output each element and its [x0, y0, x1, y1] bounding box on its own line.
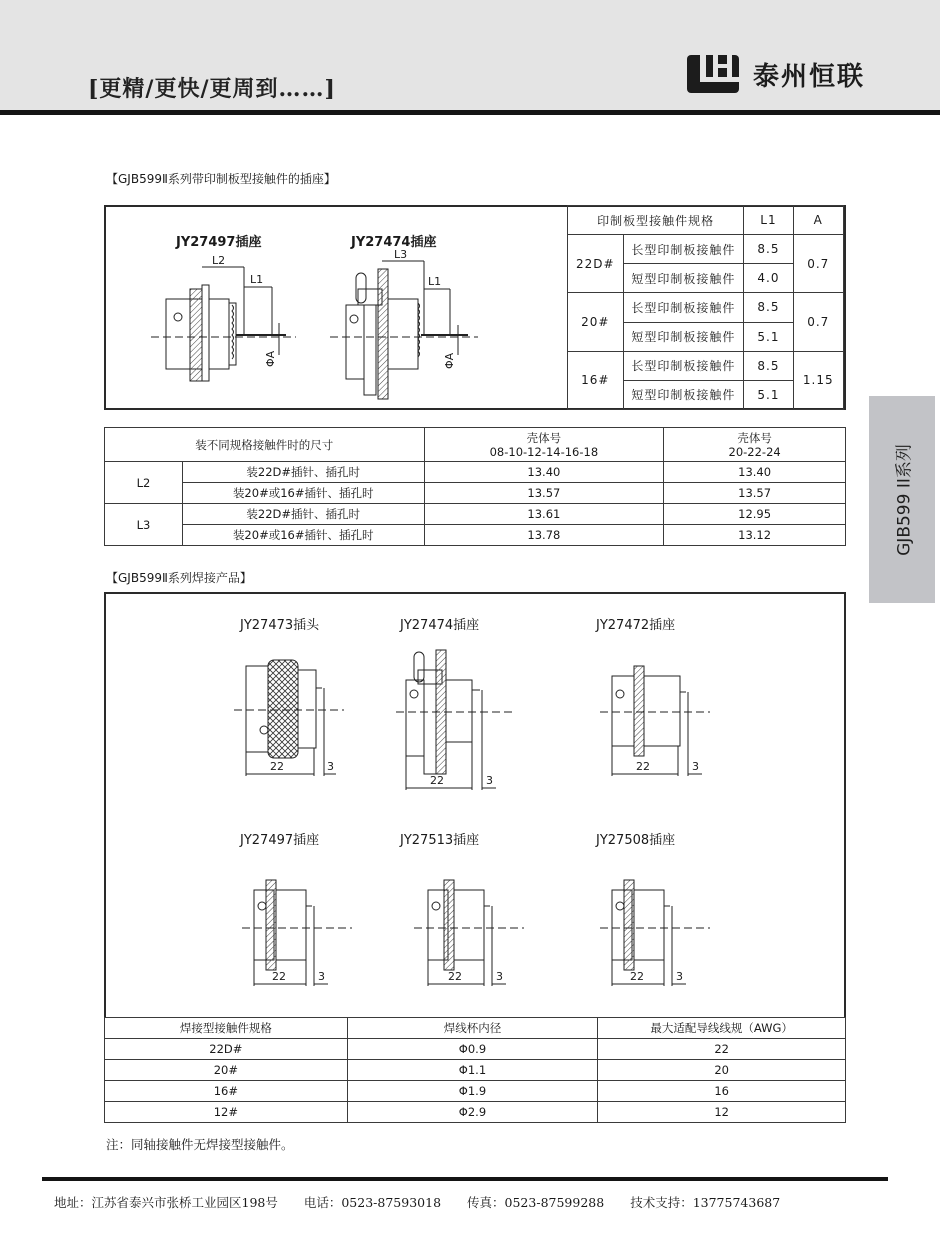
header-cell [664, 428, 846, 462]
dim-label-phi-a: ΦA [443, 352, 456, 369]
pcb-receptacle-panel [104, 205, 846, 410]
dim-label-phi-a: ΦA [264, 350, 277, 367]
size-cell: 22D# [568, 235, 624, 293]
l1-cell: 4.0 [744, 264, 793, 293]
l1-cell: 5.1 [744, 322, 793, 351]
value-cell: 13.57 [664, 483, 846, 504]
jy27508-weld-drawing [600, 876, 710, 996]
series-side-tab [869, 396, 935, 603]
table-row [568, 293, 844, 322]
type-cell: 长型印制板接触件 [623, 351, 744, 380]
dim-label: 22 [448, 970, 462, 983]
table-row [105, 1081, 846, 1102]
group-cell: L3 [105, 504, 183, 546]
table-row [568, 351, 844, 380]
jy27473-weld-drawing [234, 658, 344, 788]
table-row [105, 1039, 846, 1060]
header-cell: 焊线杯内径 [347, 1018, 598, 1039]
cell: 22D# [105, 1039, 348, 1060]
cell: Φ2.9 [347, 1102, 598, 1123]
type-cell: 短型印制板接触件 [623, 380, 744, 409]
type-cell: 短型印制板接触件 [623, 322, 744, 351]
weld-products-panel [104, 592, 846, 1018]
cond-cell: 装20#或16#插针、插孔时 [182, 525, 424, 546]
header-cell: 焊接型接触件规格 [105, 1018, 348, 1039]
brand-logo [687, 55, 865, 93]
size-cell: 16# [568, 351, 624, 409]
drawing-label: JY27473插头 [240, 618, 320, 633]
footer-divider [42, 1177, 888, 1181]
header-cell: A [793, 206, 843, 235]
header-divider [0, 110, 940, 115]
l1-cell: 8.5 [744, 351, 793, 380]
cell: 12# [105, 1102, 348, 1123]
drawing-label: JY27513插座 [400, 833, 480, 848]
drawing-label: JY27472插座 [596, 618, 676, 633]
lh-logo-icon [687, 55, 739, 93]
drawing-label: JY27474插座 [351, 235, 437, 250]
dim-label: 3 [327, 760, 334, 773]
cell: 16# [105, 1081, 348, 1102]
drawing-label: JY27508插座 [596, 833, 676, 848]
header-cell [424, 428, 664, 462]
dim-label: 22 [270, 760, 284, 773]
drawing-label: JY27497插座 [240, 833, 320, 848]
footer-fax: 传真：0523-87599288 [467, 1195, 605, 1210]
type-cell: 长型印制板接触件 [623, 235, 744, 264]
type-cell: 短型印制板接触件 [623, 264, 744, 293]
jy27472-weld-drawing [600, 658, 710, 788]
header-cell: 印制板型接触件规格 [568, 206, 744, 235]
a-cell: 0.7 [793, 293, 843, 351]
section1-title: 【GJB599Ⅱ系列带印制板型接触件的插座】 [106, 172, 336, 186]
cond-cell: 装22D#插针、插孔时 [182, 504, 424, 525]
value-cell: 13.40 [424, 462, 664, 483]
cell: Φ1.9 [347, 1081, 598, 1102]
l1-cell: 5.1 [744, 380, 793, 409]
table-row [105, 504, 846, 525]
table-header-row [568, 206, 844, 235]
cell: Φ0.9 [347, 1039, 598, 1060]
brand-name: 泰州恒联 [753, 61, 866, 92]
weld-contact-table [104, 1017, 846, 1123]
table-row [105, 525, 846, 546]
dim-label-l3: L3 [394, 248, 408, 261]
header-line: 壳体号 [737, 430, 772, 445]
section2-title: 【GJB599Ⅱ系列焊接产品】 [106, 571, 252, 585]
pcb-contact-spec-table [567, 205, 844, 410]
header-line: 08-10-12-14-16-18 [489, 444, 599, 459]
value-cell: 13.40 [664, 462, 846, 483]
dim-label: 3 [692, 760, 699, 773]
header-line: 壳体号 [526, 430, 562, 445]
value-cell: 13.12 [664, 525, 846, 546]
header-cell: L1 [744, 206, 793, 235]
group-cell: L2 [105, 462, 183, 504]
table-row [105, 462, 846, 483]
side-tab-label: GJB599 II系列 [894, 443, 915, 556]
table-row [105, 483, 846, 504]
dim-label: 22 [272, 970, 286, 983]
header-line: 20-22-24 [728, 444, 781, 459]
dim-label: 22 [630, 970, 644, 983]
dim-label: 22 [430, 774, 444, 787]
jy27497-weld-drawing [242, 876, 352, 996]
a-cell: 1.15 [793, 351, 843, 409]
size-cell: 20# [568, 293, 624, 351]
slogan: [更精/更快/更周到……] [88, 76, 336, 102]
cell: 16 [598, 1081, 846, 1102]
footer-support: 技术支持：13775743687 [630, 1195, 781, 1210]
jy27474-weld-drawing [396, 650, 516, 800]
jy27497-pcb-drawing [146, 255, 296, 395]
value-cell: 13.57 [424, 483, 664, 504]
footer-phone: 电话：0523-87593018 [303, 1195, 442, 1210]
table-header-row [105, 428, 846, 462]
l1-cell: 8.5 [744, 293, 793, 322]
table-row [105, 1060, 846, 1081]
cell: 22 [598, 1039, 846, 1060]
dim-label: 3 [676, 970, 683, 983]
cond-cell: 装22D#插针、插孔时 [182, 462, 424, 483]
drawing-label: JY27474插座 [400, 618, 480, 633]
table-row [105, 1102, 846, 1123]
jy27513-weld-drawing [414, 876, 524, 996]
value-cell: 13.61 [424, 504, 664, 525]
drawing-label: JY27497插座 [176, 235, 262, 250]
dim-label-l1: L1 [428, 275, 442, 288]
dimension-table [104, 427, 846, 546]
dim-label-l1: L1 [250, 273, 264, 286]
dim-label: 22 [636, 760, 650, 773]
l1-cell: 8.5 [744, 235, 793, 264]
dim-label: 3 [318, 970, 325, 983]
cell: 12 [598, 1102, 846, 1123]
table-header-row [105, 1018, 846, 1039]
cell: Φ1.1 [347, 1060, 598, 1081]
dim-label: 3 [486, 774, 493, 787]
value-cell: 13.78 [424, 525, 664, 546]
jy27474-pcb-drawing [328, 249, 478, 399]
table-row [568, 235, 844, 264]
footnote: 注：同轴接触件无焊接型接触件。 [106, 1137, 294, 1152]
footer-contact [54, 1193, 780, 1211]
cell: 20 [598, 1060, 846, 1081]
type-cell: 长型印制板接触件 [623, 293, 744, 322]
value-cell: 12.95 [664, 504, 846, 525]
dim-label: 3 [496, 970, 503, 983]
a-cell: 0.7 [793, 235, 843, 293]
cond-cell: 装20#或16#插针、插孔时 [182, 483, 424, 504]
cell: 20# [105, 1060, 348, 1081]
header-cell: 最大适配导线线规（AWG） [598, 1018, 846, 1039]
dim-label-l2: L2 [212, 254, 226, 267]
footer-address: 地址：江苏省泰兴市张桥工业园区198号 [54, 1195, 278, 1210]
header-cell: 装不同规格接触件时的尺寸 [105, 428, 425, 462]
